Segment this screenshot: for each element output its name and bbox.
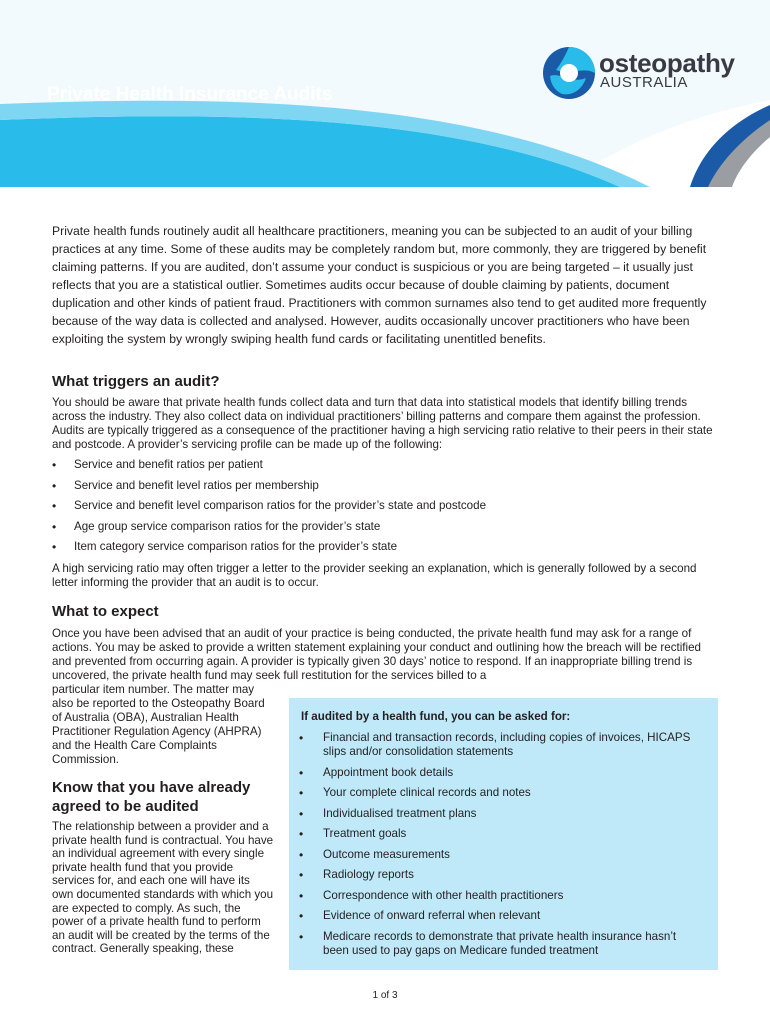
callout-title: If audited by a health fund, you can be asked for: <box>301 710 571 723</box>
servicing-profile-list <box>52 458 722 554</box>
list-item: • Appointment book details <box>299 766 699 780</box>
list-item: • Service and benefit level ratios per membership <box>52 479 722 493</box>
list-item: • Service and benefit level comparison ratios for the provider’s state and postcode <box>52 499 722 513</box>
list-item: • Service and benefit ratios per patient <box>52 458 722 472</box>
list-item: • Correspondence with other health practitioners <box>299 889 699 903</box>
osteopathy-australia-logo <box>542 44 735 104</box>
list-item: • Your complete clinical records and notes <box>299 786 699 800</box>
list-item: • Treatment goals <box>299 827 699 841</box>
intro-paragraph: Private health funds routinely audit all healthcare practitioners, meaning you can be subjected to an audit of your billing practices at any time. Some of these audits may be completely random but, more commonly, they are triggered by benefit claiming patterns. If you are audited, don’t assume your conduct is suspicious or you are being targeted – it usually just reflects that you are a statistical outlier. Sometimes audits occur because of double claiming by patients, document duplication and other kinds of patient fraud. Practitioners with common surnames also tend to get audited more frequently because of the way data is collected and analysed. However, audits occasionally uncover practitioners who have been exploiting the system by wrongly swiping health fund cards or facilitating unentitled benefits. <box>52 224 707 346</box>
logo-wordmark: osteopathy <box>599 48 735 78</box>
audit-requirements-box <box>289 698 718 970</box>
list-item: • Individualised treatment plans <box>299 807 699 821</box>
list-item: • Medicare records to demonstrate that private health insurance hasn’t been used to pay gaps on Medicare funded treatment <box>299 930 699 958</box>
list-item: • Item category service comparison ratios for the provider’s state <box>52 540 722 554</box>
list-item: • Age group service comparison ratios for the provider’s state <box>52 520 722 534</box>
audit-requirements-list <box>299 731 699 958</box>
triggers-body: You should be aware that private health funds collect data and turn that data into statistical models that identify billing trends across the industry. They also collect data on individual practitioners’ billing patterns and compare them against the profession. Audits are typically triggered as a consequence of the practitioner having a high servicing ratio relative to their peers in their state and postcode. A provider’s servicing profile can be made up of the following: <box>52 396 713 451</box>
list-item: • Outcome measurements <box>299 848 699 862</box>
page-title: Private Health Insurance Audits <box>47 84 333 105</box>
triggers-after: A high servicing ratio may often trigger a letter to the provider seeking an explanation, which is generally followed by a second letter informing the provider that an audit is to occur. <box>52 562 697 589</box>
list-item: • Radiology reports <box>299 868 699 882</box>
list-item: • Financial and transaction records, including copies of invoices, HICAPS slips and/or consolidation statements <box>299 731 699 759</box>
page-number: 1 of 3 <box>372 990 398 1001</box>
agreed-body: The relationship between a provider and a private health fund is contractual. You have an individual agreement with every single private health fund that you provide services for, and each one will have its own documented standards with which you are expected to comply. As such, the power of a private health fund to perform an audit will be created by the terms of the contract. Generally speaking, these <box>52 820 274 956</box>
logo-circle-icon <box>542 46 596 100</box>
logo-subtitle: AUSTRALIA <box>600 74 688 91</box>
list-item: • Evidence of onward referral when relevant <box>299 909 699 923</box>
header-banner <box>0 0 770 187</box>
expect-body-continued: particular item number. The matter may also be reported to the Osteopathy Board of Australia (OBA), Australian Health Practitioner Regulation Agency (AHPRA) and the Health Care Complaints Commission. <box>52 683 265 766</box>
agreed-heading: Know that you have already agreed to be audited <box>52 779 251 815</box>
expect-body: Once you have been advised that an audit of your practice is being conducted, the private health fund may ask for a range of actions. You may be asked to provide a written statement explaining your conduct and outlining how the breach will be rectified and prevented from occurring again. A provider is typically given 30 days’ notice to respond. If an inappropriate billing trend is uncovered, the private health fund may seek full restitution for the services billed to a <box>52 627 701 682</box>
triggers-heading: What triggers an audit? <box>52 373 220 390</box>
expect-heading: What to expect <box>52 603 159 620</box>
